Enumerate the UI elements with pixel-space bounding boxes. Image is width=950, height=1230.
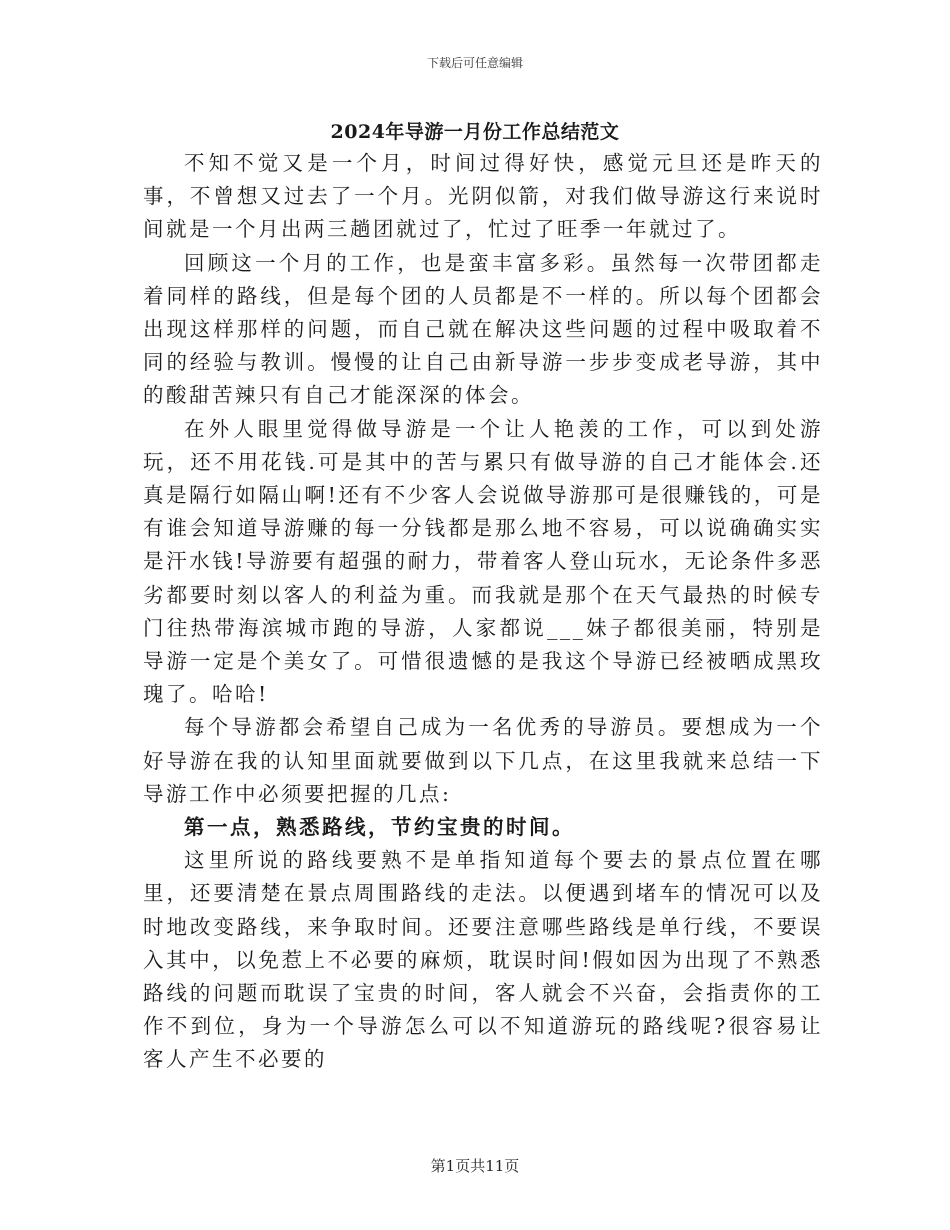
paragraph-intro: 不知不觉又是一个月，时间过得好快，感觉元旦还是昨天的事，不曾想又过去了一个月。光阴似箭，对我们做导游这行来说时间就是一个月出两三趟团就过了，忙过了旺季一年就过了。 [143, 151, 823, 242]
document-body [143, 147, 823, 1077]
paragraph-summary-intro: 每个导游都会希望自己成为一名优秀的导游员。要想成为一个好导游在我的认知里面就要做到以下几点，在这里我就来总结一下导游工作中必须要把握的几点: [143, 715, 823, 806]
paragraph-review: 回顾这一个月的工作，也是蛮丰富多彩。虽然每一次带团都走着同样的路线，但是每个团的人员都是不一样的。所以每个团都会出现这样那样的问题，而自己就在解决这些问题的过程中吸取着不同的经验与教训。慢慢的让自己由新导游一步步变成老导游，其中的酸甜苦辣只有自己才能深深的体会。 [143, 250, 823, 408]
section-heading-point-one: 第一点，熟悉路线，节约宝贵的时间。 [184, 815, 575, 840]
header-note: 下载后可任意编辑 [426, 56, 523, 70]
paragraph-routes: 这里所说的路线要熟不是单指知道每个要去的景点位置在哪里，还要清楚在景点周围路线的走法。以便遇到堵车的情况可以及时地改变路线，来争取时间。还要注意哪些路线是单行线，不要误入其中，以免惹上不必要的麻烦，耽误时间!假如因为出现了不熟悉路线的问题而耽误了宝贵的时间，客人就会不兴奋，会指责你的工作不到位，身为一个导游怎么可以不知道游玩的路线呢?很容易让客人产生不必要的 [143, 848, 823, 1072]
paragraph-outsider-view: 在外人眼里觉得做导游是一个让人艳羡的工作，可以到处游玩，还不用花钱.可是其中的苦与累只有做导游的自己才能体会.还真是隔行如隔山啊!还有不少客人会说做导游那可是很赚钱的，可是有谁会知道导游赚的每一分钱都是那么地不容易，可以说确确实实是汗水钱!导游要有超强的耐力，带着客人登山玩水，无论条件多恶劣都要时刻以客人的利益为重。而我就是那个在天气最热的时候专门往热带海滨城市跑的导游，人家都说___妹子都很美丽，特别是导游一定是个美女了。可惜很遗憾的是我这个导游已经被晒成黑玫瑰了。哈哈! [143, 416, 823, 707]
page-number: 第1页共11页 [430, 1157, 520, 1175]
document-title: 2024年导游一月份工作总结范文 [330, 121, 620, 143]
